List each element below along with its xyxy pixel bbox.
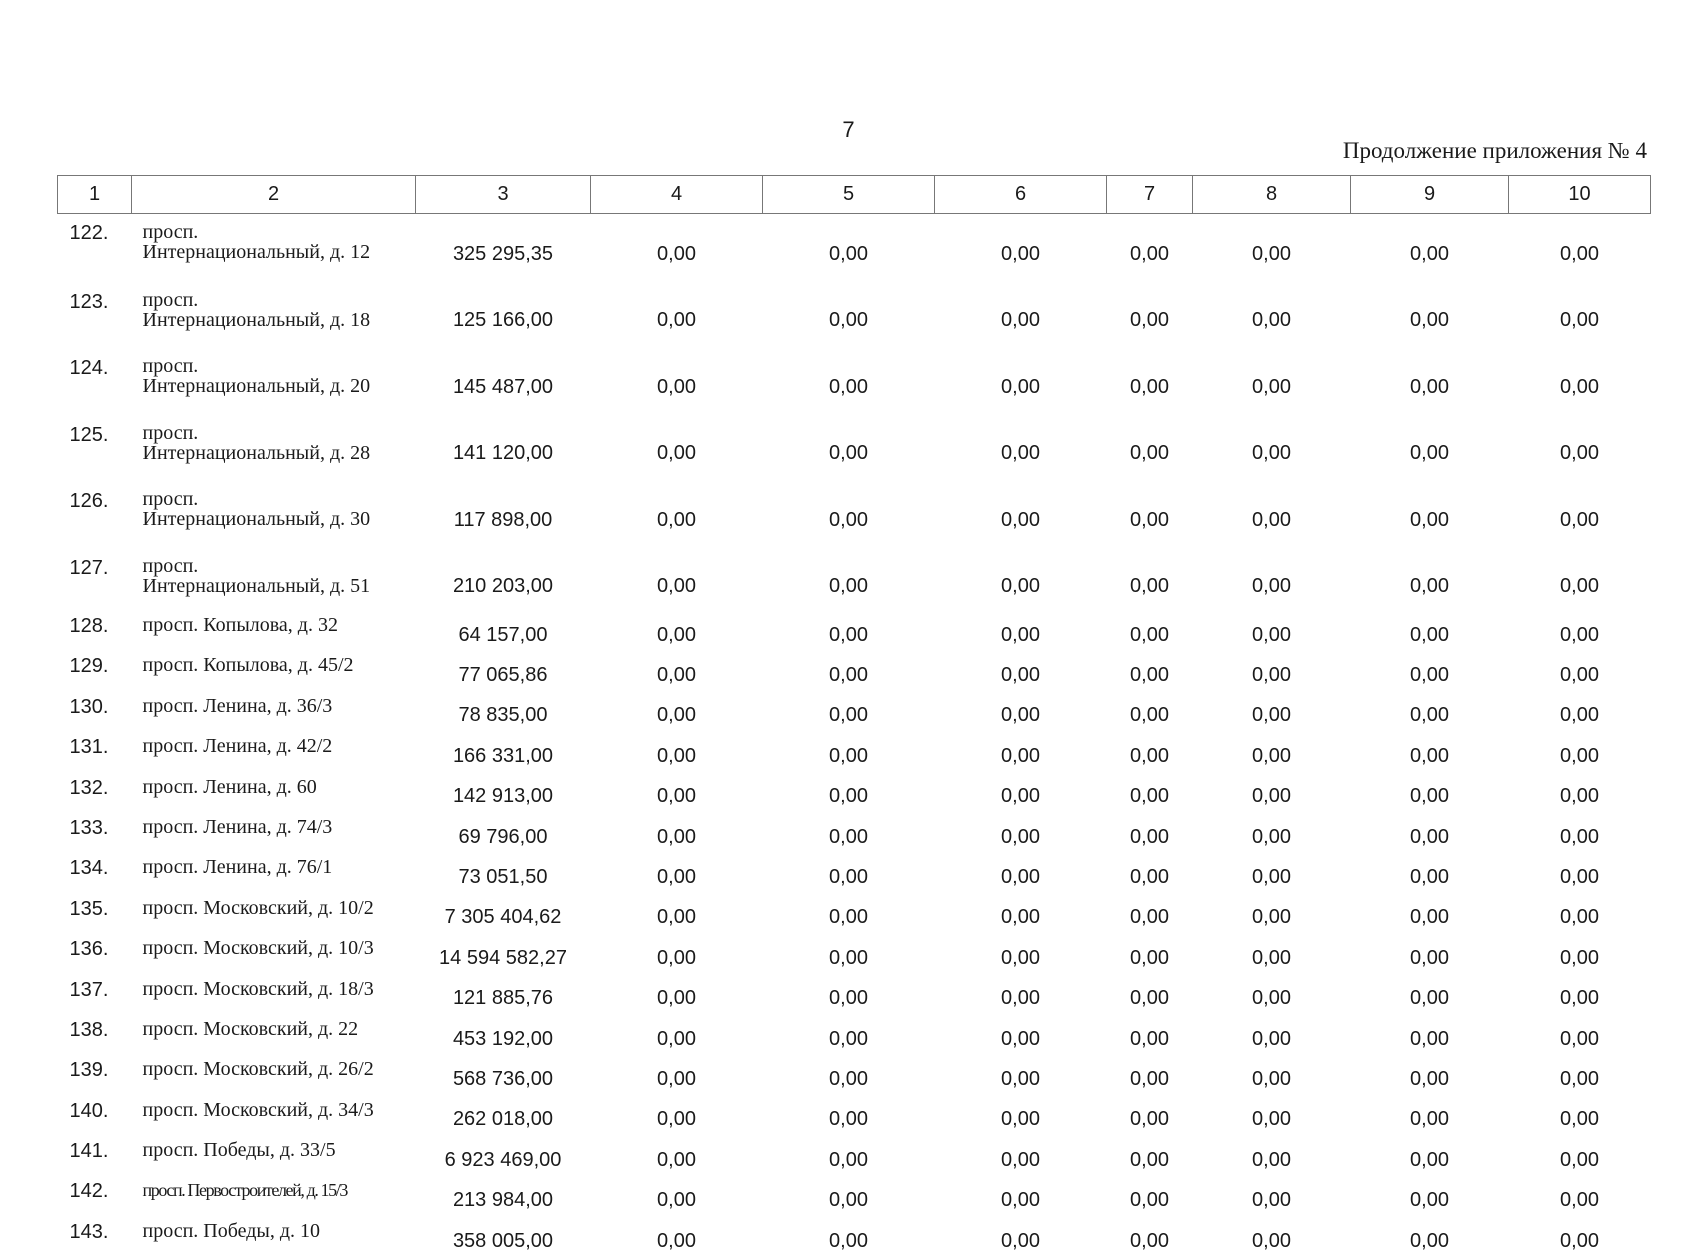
table-row <box>58 936 1651 976</box>
value-cell-3: 125 166,00 <box>416 281 591 348</box>
value-cell-9: 0,00 <box>1351 936 1509 976</box>
value-cell-7: 0,00 <box>1107 1017 1193 1057</box>
value-cell-5: 0,00 <box>763 734 935 774</box>
value-cell-8: 0,00 <box>1193 347 1351 414</box>
value-cell-3: 69 796,00 <box>416 815 591 855</box>
value-cell-6: 0,00 <box>935 1138 1107 1178</box>
value-cell-7: 0,00 <box>1107 1178 1193 1218</box>
value-cell-7: 0,00 <box>1107 1057 1193 1097</box>
value-cell-4: 0,00 <box>591 775 763 815</box>
value-cell-10: 0,00 <box>1509 1138 1651 1178</box>
table-row <box>58 977 1651 1017</box>
value-cell-3: 142 913,00 <box>416 775 591 815</box>
value-cell-5: 0,00 <box>763 936 935 976</box>
address-cell <box>132 1098 416 1138</box>
value-cell-4: 0,00 <box>591 734 763 774</box>
value-cell-8: 0,00 <box>1193 775 1351 815</box>
value-cell-9: 0,00 <box>1351 977 1509 1017</box>
value-cell-6: 0,00 <box>935 480 1107 547</box>
address-line-1: просп. Московский, д. 18/3 <box>143 978 374 1000</box>
value-cell-9: 0,00 <box>1351 1017 1509 1057</box>
value-cell-6: 0,00 <box>935 734 1107 774</box>
row-number: 137. <box>58 977 132 1017</box>
value-cell-6: 0,00 <box>935 1178 1107 1218</box>
address-line-2: Интернациональный, д. 12 <box>143 242 416 262</box>
address-cell <box>132 214 416 281</box>
row-number: 139. <box>58 1057 132 1097</box>
value-cell-7: 0,00 <box>1107 1098 1193 1138</box>
value-cell-7: 0,00 <box>1107 775 1193 815</box>
address-cell <box>132 896 416 936</box>
address-line-1: просп. <box>143 221 199 243</box>
value-cell-7: 0,00 <box>1107 1138 1193 1178</box>
value-cell-10: 0,00 <box>1509 1178 1651 1218</box>
value-cell-10: 0,00 <box>1509 896 1651 936</box>
value-cell-6: 0,00 <box>935 1219 1107 1259</box>
row-number: 142. <box>58 1178 132 1218</box>
row-number: 132. <box>58 775 132 815</box>
value-cell-5: 0,00 <box>763 855 935 895</box>
table-row <box>58 281 1651 348</box>
value-cell-8: 0,00 <box>1193 613 1351 653</box>
address-line-1: просп. Московский, д. 34/3 <box>143 1099 374 1121</box>
address-cell <box>132 977 416 1017</box>
address-line-1: просп. Ленина, д. 42/2 <box>143 735 333 757</box>
address-cell <box>132 936 416 976</box>
row-number: 126. <box>58 480 132 547</box>
address-line-2: Интернациональный, д. 20 <box>143 376 416 396</box>
value-cell-10: 0,00 <box>1509 694 1651 734</box>
value-cell-5: 0,00 <box>763 1178 935 1218</box>
table-row <box>58 855 1651 895</box>
value-cell-4: 0,00 <box>591 1178 763 1218</box>
row-number: 127. <box>58 547 132 614</box>
column-header-4: 4 <box>591 176 763 214</box>
value-cell-6: 0,00 <box>935 653 1107 693</box>
column-header-6: 6 <box>935 176 1107 214</box>
value-cell-3: 453 192,00 <box>416 1017 591 1057</box>
value-cell-3: 7 305 404,62 <box>416 896 591 936</box>
value-cell-4: 0,00 <box>591 1057 763 1097</box>
value-cell-8: 0,00 <box>1193 896 1351 936</box>
address-line-1: просп. Московский, д. 10/2 <box>143 897 374 919</box>
value-cell-5: 0,00 <box>763 547 935 614</box>
header-row <box>58 176 1651 214</box>
address-line-1: просп. Московский, д. 22 <box>143 1018 359 1040</box>
table-row <box>58 1219 1651 1259</box>
value-cell-6: 0,00 <box>935 775 1107 815</box>
address-cell <box>132 1219 416 1259</box>
value-cell-8: 0,00 <box>1193 815 1351 855</box>
table-row <box>58 613 1651 653</box>
table-body <box>58 214 1651 1259</box>
address-cell <box>132 281 416 348</box>
value-cell-7: 0,00 <box>1107 414 1193 481</box>
value-cell-6: 0,00 <box>935 214 1107 281</box>
value-cell-10: 0,00 <box>1509 936 1651 976</box>
value-cell-3: 117 898,00 <box>416 480 591 547</box>
value-cell-9: 0,00 <box>1351 480 1509 547</box>
value-cell-7: 0,00 <box>1107 1219 1193 1259</box>
row-number: 130. <box>58 694 132 734</box>
table-row <box>58 214 1651 281</box>
address-cell <box>132 653 416 693</box>
address-cell <box>132 734 416 774</box>
value-cell-8: 0,00 <box>1193 734 1351 774</box>
value-cell-8: 0,00 <box>1193 694 1351 734</box>
address-cell <box>132 815 416 855</box>
address-line-2: Интернациональный, д. 30 <box>143 509 416 529</box>
value-cell-7: 0,00 <box>1107 347 1193 414</box>
value-cell-5: 0,00 <box>763 815 935 855</box>
value-cell-7: 0,00 <box>1107 480 1193 547</box>
value-cell-3: 14 594 582,27 <box>416 936 591 976</box>
value-cell-9: 0,00 <box>1351 547 1509 614</box>
value-cell-3: 77 065,86 <box>416 653 591 693</box>
table-row <box>58 547 1651 614</box>
address-line-1: просп. Ленина, д. 74/3 <box>143 816 333 838</box>
value-cell-8: 0,00 <box>1193 1219 1351 1259</box>
value-cell-4: 0,00 <box>591 855 763 895</box>
value-cell-9: 0,00 <box>1351 414 1509 481</box>
value-cell-4: 0,00 <box>591 480 763 547</box>
value-cell-10: 0,00 <box>1509 653 1651 693</box>
table-row <box>58 1098 1651 1138</box>
value-cell-5: 0,00 <box>763 694 935 734</box>
value-cell-10: 0,00 <box>1509 815 1651 855</box>
value-cell-9: 0,00 <box>1351 613 1509 653</box>
address-line-1: просп. <box>143 289 199 311</box>
value-cell-9: 0,00 <box>1351 214 1509 281</box>
value-cell-10: 0,00 <box>1509 734 1651 774</box>
value-cell-6: 0,00 <box>935 613 1107 653</box>
value-cell-5: 0,00 <box>763 1138 935 1178</box>
value-cell-9: 0,00 <box>1351 775 1509 815</box>
value-cell-5: 0,00 <box>763 480 935 547</box>
value-cell-3: 6 923 469,00 <box>416 1138 591 1178</box>
value-cell-10: 0,00 <box>1509 1098 1651 1138</box>
value-cell-6: 0,00 <box>935 815 1107 855</box>
value-cell-7: 0,00 <box>1107 936 1193 976</box>
value-cell-6: 0,00 <box>935 1098 1107 1138</box>
value-cell-5: 0,00 <box>763 977 935 1017</box>
value-cell-7: 0,00 <box>1107 896 1193 936</box>
value-cell-8: 0,00 <box>1193 1138 1351 1178</box>
value-cell-10: 0,00 <box>1509 547 1651 614</box>
value-cell-7: 0,00 <box>1107 214 1193 281</box>
value-cell-8: 0,00 <box>1193 855 1351 895</box>
table-row <box>58 775 1651 815</box>
value-cell-3: 73 051,50 <box>416 855 591 895</box>
row-number: 135. <box>58 896 132 936</box>
value-cell-6: 0,00 <box>935 1017 1107 1057</box>
value-cell-9: 0,00 <box>1351 347 1509 414</box>
value-cell-9: 0,00 <box>1351 855 1509 895</box>
value-cell-3: 141 120,00 <box>416 414 591 481</box>
address-line-1: просп. Копылова, д. 32 <box>143 614 338 636</box>
row-number: 133. <box>58 815 132 855</box>
value-cell-10: 0,00 <box>1509 1219 1651 1259</box>
value-cell-6: 0,00 <box>935 855 1107 895</box>
value-cell-7: 0,00 <box>1107 547 1193 614</box>
column-header-2: 2 <box>132 176 416 214</box>
value-cell-8: 0,00 <box>1193 1017 1351 1057</box>
value-cell-5: 0,00 <box>763 653 935 693</box>
address-line-2: Интернациональный, д. 51 <box>143 576 416 596</box>
table-row <box>58 694 1651 734</box>
value-cell-3: 358 005,00 <box>416 1219 591 1259</box>
value-cell-9: 0,00 <box>1351 1219 1509 1259</box>
value-cell-7: 0,00 <box>1107 653 1193 693</box>
address-cell <box>132 775 416 815</box>
value-cell-4: 0,00 <box>591 977 763 1017</box>
value-cell-8: 0,00 <box>1193 547 1351 614</box>
value-cell-6: 0,00 <box>935 547 1107 614</box>
value-cell-10: 0,00 <box>1509 347 1651 414</box>
value-cell-4: 0,00 <box>591 1098 763 1138</box>
row-number: 140. <box>58 1098 132 1138</box>
value-cell-8: 0,00 <box>1193 653 1351 693</box>
value-cell-8: 0,00 <box>1193 281 1351 348</box>
value-cell-9: 0,00 <box>1351 1098 1509 1138</box>
value-cell-8: 0,00 <box>1193 414 1351 481</box>
value-cell-8: 0,00 <box>1193 480 1351 547</box>
value-cell-4: 0,00 <box>591 1138 763 1178</box>
address-cell <box>132 347 416 414</box>
page-number: 7 <box>0 117 1697 143</box>
value-cell-9: 0,00 <box>1351 1138 1509 1178</box>
value-cell-3: 64 157,00 <box>416 613 591 653</box>
value-cell-5: 0,00 <box>763 1219 935 1259</box>
value-cell-8: 0,00 <box>1193 1057 1351 1097</box>
address-line-1: просп. Московский, д. 26/2 <box>143 1058 374 1080</box>
value-cell-5: 0,00 <box>763 1057 935 1097</box>
value-cell-4: 0,00 <box>591 214 763 281</box>
value-cell-6: 0,00 <box>935 977 1107 1017</box>
value-cell-7: 0,00 <box>1107 855 1193 895</box>
table-row <box>58 815 1651 855</box>
row-number: 124. <box>58 347 132 414</box>
value-cell-4: 0,00 <box>591 547 763 614</box>
value-cell-10: 0,00 <box>1509 1017 1651 1057</box>
value-cell-4: 0,00 <box>591 653 763 693</box>
table-row <box>58 1138 1651 1178</box>
table-row <box>58 347 1651 414</box>
address-cell <box>132 855 416 895</box>
column-header-5: 5 <box>763 176 935 214</box>
value-cell-8: 0,00 <box>1193 1098 1351 1138</box>
table-row <box>58 653 1651 693</box>
row-number: 128. <box>58 613 132 653</box>
row-number: 136. <box>58 936 132 976</box>
value-cell-6: 0,00 <box>935 414 1107 481</box>
value-cell-7: 0,00 <box>1107 734 1193 774</box>
address-line-1: просп. <box>143 555 199 577</box>
value-cell-6: 0,00 <box>935 281 1107 348</box>
column-header-1: 1 <box>58 176 132 214</box>
value-cell-9: 0,00 <box>1351 734 1509 774</box>
value-cell-3: 210 203,00 <box>416 547 591 614</box>
table-row <box>58 480 1651 547</box>
value-cell-10: 0,00 <box>1509 281 1651 348</box>
value-cell-3: 145 487,00 <box>416 347 591 414</box>
table-row <box>58 1017 1651 1057</box>
table-row <box>58 414 1651 481</box>
address-line-1: просп. <box>143 355 199 377</box>
continuation-caption: Продолжение приложения № 4 <box>1343 138 1647 164</box>
value-cell-5: 0,00 <box>763 775 935 815</box>
value-cell-4: 0,00 <box>591 281 763 348</box>
value-cell-3: 121 885,76 <box>416 977 591 1017</box>
table-row <box>58 734 1651 774</box>
value-cell-9: 0,00 <box>1351 653 1509 693</box>
column-header-3: 3 <box>416 176 591 214</box>
address-line-1: просп. Ленина, д. 76/1 <box>143 856 333 878</box>
value-cell-10: 0,00 <box>1509 214 1651 281</box>
value-cell-4: 0,00 <box>591 1017 763 1057</box>
column-header-8: 8 <box>1193 176 1351 214</box>
value-cell-7: 0,00 <box>1107 281 1193 348</box>
value-cell-7: 0,00 <box>1107 977 1193 1017</box>
row-number: 134. <box>58 855 132 895</box>
address-line-1: просп. <box>143 488 199 510</box>
value-cell-6: 0,00 <box>935 896 1107 936</box>
column-header-9: 9 <box>1351 176 1509 214</box>
address-line-1: просп. Первостроителей, д. 15/3 <box>143 1180 347 1200</box>
row-number: 123. <box>58 281 132 348</box>
value-cell-9: 0,00 <box>1351 896 1509 936</box>
table-row <box>58 1178 1651 1218</box>
value-cell-6: 0,00 <box>935 936 1107 976</box>
value-cell-9: 0,00 <box>1351 1178 1509 1218</box>
address-cell <box>132 480 416 547</box>
value-cell-10: 0,00 <box>1509 613 1651 653</box>
address-line-1: просп. Ленина, д. 36/3 <box>143 695 333 717</box>
value-cell-3: 262 018,00 <box>416 1098 591 1138</box>
value-cell-4: 0,00 <box>591 936 763 976</box>
address-line-2: Интернациональный, д. 28 <box>143 443 416 463</box>
address-line-1: просп. Московский, д. 10/3 <box>143 937 374 959</box>
value-cell-8: 0,00 <box>1193 936 1351 976</box>
value-cell-5: 0,00 <box>763 896 935 936</box>
value-cell-4: 0,00 <box>591 694 763 734</box>
value-cell-4: 0,00 <box>591 1219 763 1259</box>
address-cell <box>132 1178 416 1218</box>
value-cell-3: 166 331,00 <box>416 734 591 774</box>
value-cell-5: 0,00 <box>763 281 935 348</box>
address-line-2: Интернациональный, д. 18 <box>143 310 416 330</box>
row-number: 143. <box>58 1219 132 1259</box>
value-cell-9: 0,00 <box>1351 281 1509 348</box>
value-cell-7: 0,00 <box>1107 694 1193 734</box>
value-cell-3: 78 835,00 <box>416 694 591 734</box>
row-number: 122. <box>58 214 132 281</box>
value-cell-5: 0,00 <box>763 214 935 281</box>
row-number: 138. <box>58 1017 132 1057</box>
value-cell-9: 0,00 <box>1351 815 1509 855</box>
row-number: 141. <box>58 1138 132 1178</box>
value-cell-8: 0,00 <box>1193 977 1351 1017</box>
address-line-1: просп. <box>143 422 199 444</box>
address-line-1: просп. Победы, д. 33/5 <box>143 1139 336 1161</box>
address-cell <box>132 547 416 614</box>
value-cell-10: 0,00 <box>1509 480 1651 547</box>
value-cell-10: 0,00 <box>1509 977 1651 1017</box>
value-cell-9: 0,00 <box>1351 1057 1509 1097</box>
value-cell-4: 0,00 <box>591 815 763 855</box>
address-line-1: просп. Копылова, д. 45/2 <box>143 654 354 676</box>
address-line-1: просп. Победы, д. 10 <box>143 1220 321 1242</box>
value-cell-10: 0,00 <box>1509 414 1651 481</box>
address-cell <box>132 694 416 734</box>
value-cell-10: 0,00 <box>1509 855 1651 895</box>
appendix-table <box>57 175 1651 1259</box>
value-cell-4: 0,00 <box>591 613 763 653</box>
table-row <box>58 896 1651 936</box>
address-cell <box>132 1138 416 1178</box>
row-number: 131. <box>58 734 132 774</box>
address-cell <box>132 1017 416 1057</box>
value-cell-6: 0,00 <box>935 694 1107 734</box>
column-header-10: 10 <box>1509 176 1651 214</box>
column-header-7: 7 <box>1107 176 1193 214</box>
value-cell-6: 0,00 <box>935 1057 1107 1097</box>
value-cell-4: 0,00 <box>591 347 763 414</box>
value-cell-7: 0,00 <box>1107 815 1193 855</box>
value-cell-4: 0,00 <box>591 414 763 481</box>
value-cell-9: 0,00 <box>1351 694 1509 734</box>
value-cell-10: 0,00 <box>1509 1057 1651 1097</box>
value-cell-5: 0,00 <box>763 613 935 653</box>
value-cell-3: 568 736,00 <box>416 1057 591 1097</box>
value-cell-3: 213 984,00 <box>416 1178 591 1218</box>
value-cell-5: 0,00 <box>763 347 935 414</box>
value-cell-8: 0,00 <box>1193 214 1351 281</box>
value-cell-8: 0,00 <box>1193 1178 1351 1218</box>
value-cell-6: 0,00 <box>935 347 1107 414</box>
address-cell <box>132 613 416 653</box>
value-cell-5: 0,00 <box>763 414 935 481</box>
address-cell <box>132 1057 416 1097</box>
address-line-1: просп. Ленина, д. 60 <box>143 776 317 798</box>
row-number: 125. <box>58 414 132 481</box>
value-cell-4: 0,00 <box>591 896 763 936</box>
table-row <box>58 1057 1651 1097</box>
table-header <box>58 176 1651 214</box>
value-cell-10: 0,00 <box>1509 775 1651 815</box>
row-number: 129. <box>58 653 132 693</box>
value-cell-7: 0,00 <box>1107 613 1193 653</box>
value-cell-5: 0,00 <box>763 1017 935 1057</box>
value-cell-3: 325 295,35 <box>416 214 591 281</box>
value-cell-5: 0,00 <box>763 1098 935 1138</box>
address-cell <box>132 414 416 481</box>
